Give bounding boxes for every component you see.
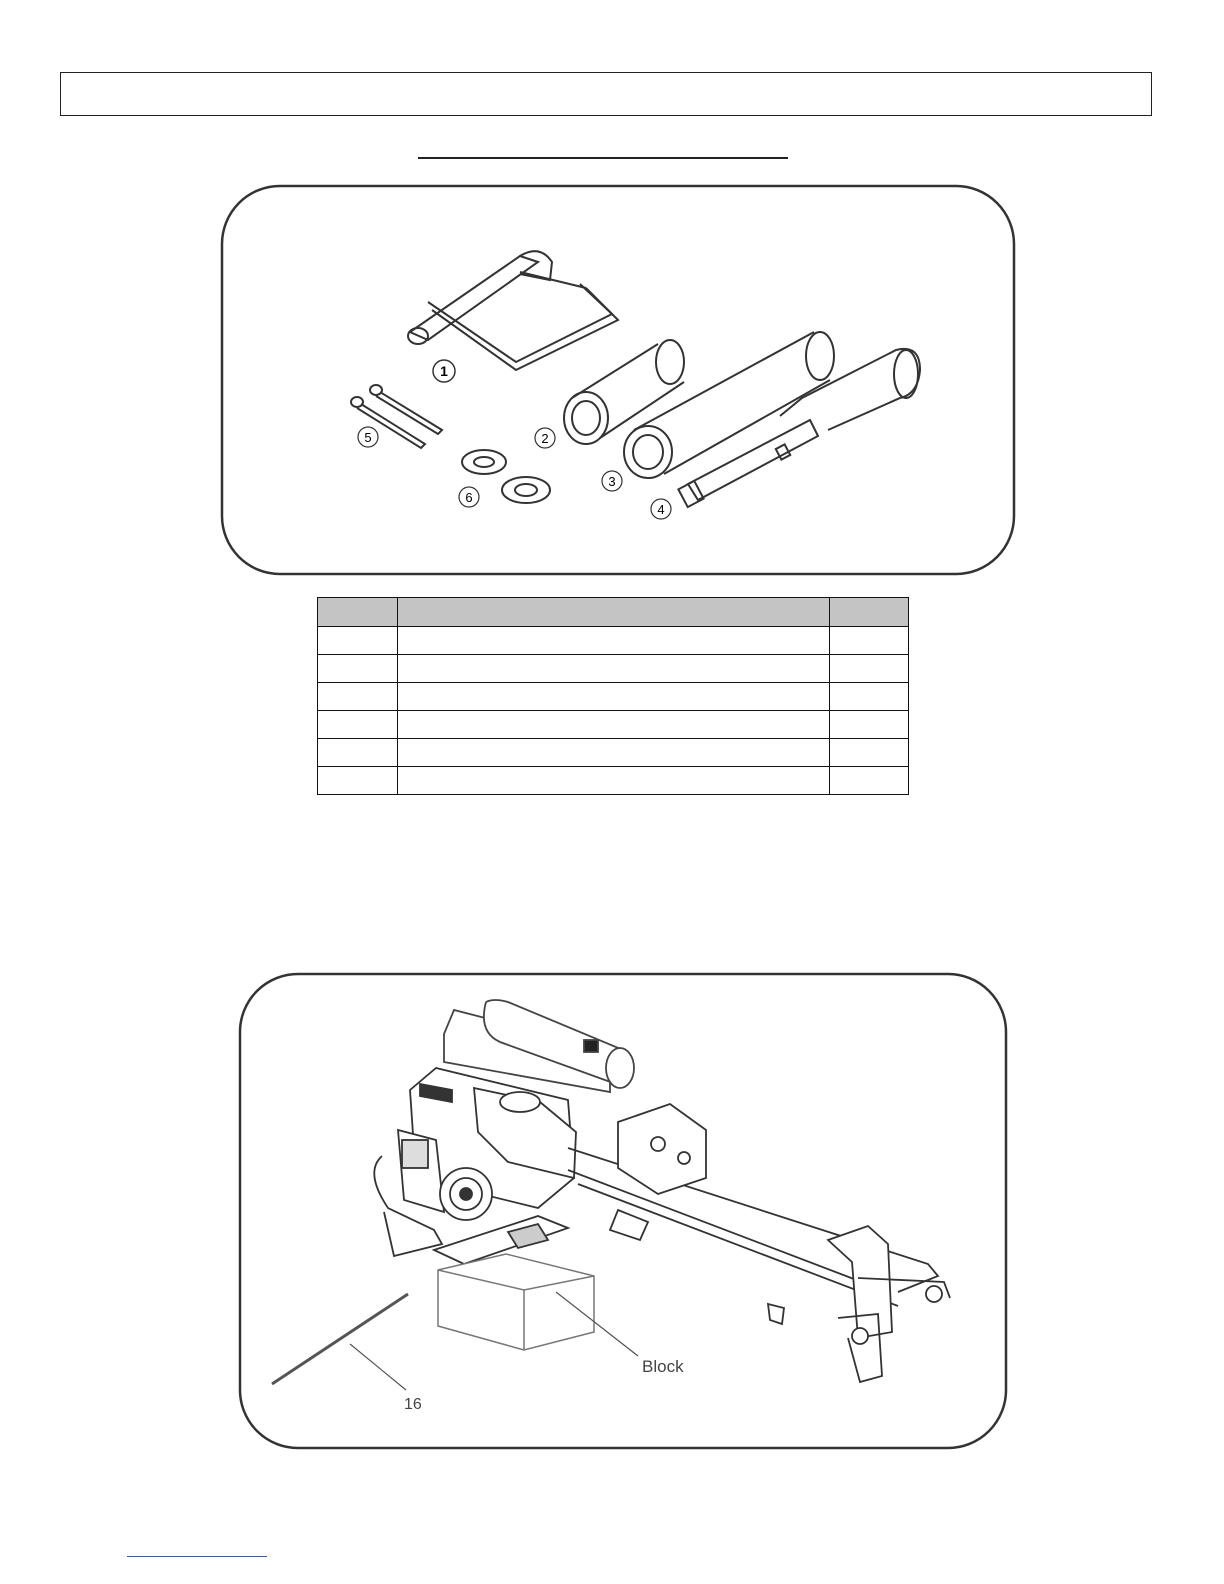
header-title-box (60, 72, 1152, 116)
cell-description (397, 655, 829, 683)
callout-5 (358, 427, 378, 447)
cell-no (318, 739, 398, 767)
svg-text:2: 2 (541, 431, 549, 446)
callout-2 (535, 428, 555, 448)
header-description (397, 598, 829, 627)
subtitle-underline (418, 157, 788, 159)
svg-text:3: 3 (608, 474, 616, 489)
assembly-figure (238, 972, 1008, 1450)
callout-3 (602, 471, 622, 491)
label-16: 16 (404, 1396, 422, 1413)
cell-qty (830, 739, 909, 767)
figure-frame (240, 974, 1006, 1448)
cell-description (397, 711, 829, 739)
cell-no (318, 655, 398, 683)
loose-parts-figure (220, 184, 1016, 576)
cell-qty (830, 683, 909, 711)
cell-no (318, 627, 398, 655)
cell-no (318, 711, 398, 739)
cell-description (397, 627, 829, 655)
cell-no (318, 683, 398, 711)
label-block: Block (642, 1357, 684, 1376)
table-row (318, 683, 909, 711)
cell-qty (830, 711, 909, 739)
table-row (318, 767, 909, 795)
footer-link-underline[interactable] (127, 1556, 267, 1557)
callout-6 (459, 487, 479, 507)
cell-qty (830, 627, 909, 655)
cell-description (397, 739, 829, 767)
table-row (318, 655, 909, 683)
header-qty (830, 598, 909, 627)
svg-text:5: 5 (364, 430, 372, 445)
svg-text:1: 1 (440, 363, 448, 379)
cell-no (318, 767, 398, 795)
parts-table (317, 597, 909, 795)
table-row (318, 739, 909, 767)
svg-text:6: 6 (465, 490, 473, 505)
table-header-row (318, 598, 909, 627)
callout-1 (433, 360, 455, 382)
cell-description (397, 683, 829, 711)
svg-text:4: 4 (657, 502, 665, 517)
table-row (318, 711, 909, 739)
table-row (318, 627, 909, 655)
cell-qty (830, 655, 909, 683)
cell-qty (830, 767, 909, 795)
cell-description (397, 767, 829, 795)
callout-4 (651, 499, 671, 519)
header-no (318, 598, 398, 627)
